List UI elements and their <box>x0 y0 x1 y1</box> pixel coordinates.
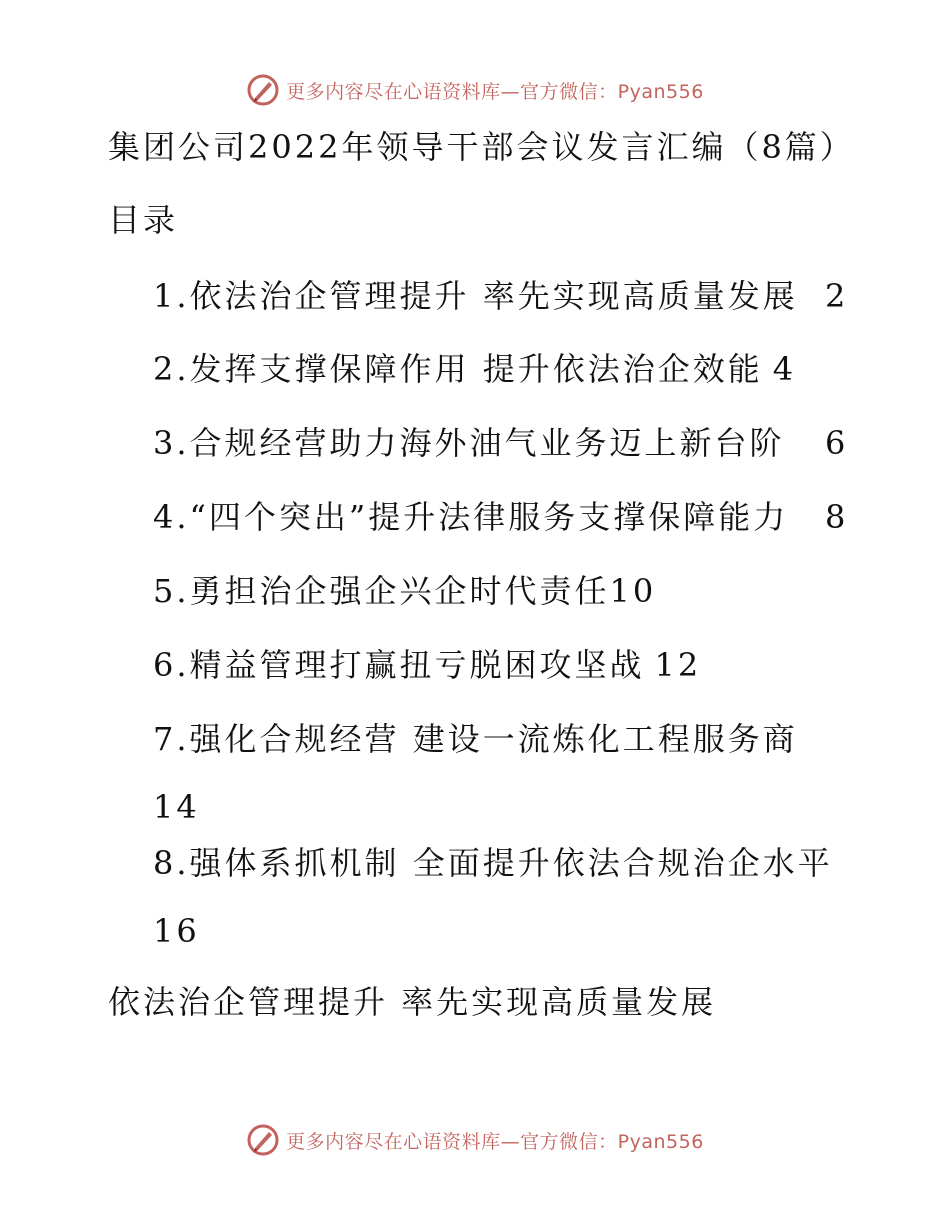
toc-item-label: 5.勇担治企强企兴企时代责任 <box>153 572 610 610</box>
toc-item-page: 12 <box>654 646 702 684</box>
toc-item-page: 2 <box>825 277 849 315</box>
toc-item-page: 6 <box>825 424 849 462</box>
toc-item-label: 2.发挥支撑保障作用 提升依法治企效能 <box>153 350 763 388</box>
document-title: 集团公司2022年领导干部会议发言汇编（8篇） <box>108 128 855 166</box>
watermark-text: 更多内容尽在心语资料库—官方微信：Pyan556 <box>286 1130 704 1153</box>
toc-item-label: 8.强体系抓机制 全面提升依法合规治企水平 <box>153 844 833 882</box>
toc-heading: 目录 <box>108 201 179 239</box>
pen-circle-icon <box>246 1123 280 1157</box>
toc-item[interactable] <box>153 423 849 463</box>
toc-item[interactable] <box>153 571 843 611</box>
toc-item-label: 7.强化合规经营 建设一流炼化工程服务商 <box>153 720 798 758</box>
toc-item-page: 8 <box>825 498 849 536</box>
section-title: 依法治企管理提升 率先实现高质量发展 <box>108 983 717 1021</box>
toc-item-page: 16 <box>153 912 200 950</box>
toc-item[interactable] <box>153 645 843 685</box>
toc-item-label: 4.“四个突出”提升法律服务支撑保障能力 <box>153 498 789 536</box>
watermark-text: 更多内容尽在心语资料库—官方微信：Pyan556 <box>286 80 704 103</box>
toc-item-page: 14 <box>153 788 200 826</box>
toc-item[interactable] <box>153 843 843 950</box>
toc-item-label: 3.合规经营助力海外油气业务迈上新台阶 <box>153 424 785 462</box>
toc-item[interactable] <box>153 276 849 316</box>
toc-item[interactable] <box>153 349 843 389</box>
toc-item-label: 6.精益管理打赢扭亏脱困攻坚战 <box>153 646 645 684</box>
toc-item[interactable] <box>153 497 849 537</box>
toc-item-page: 10 <box>609 572 657 610</box>
toc-item[interactable] <box>153 719 843 826</box>
toc-item-page: 4 <box>772 350 797 388</box>
bottom-watermark <box>0 1120 950 1160</box>
toc-item-label: 1.依法治企管理提升 率先实现高质量发展 <box>153 277 798 315</box>
